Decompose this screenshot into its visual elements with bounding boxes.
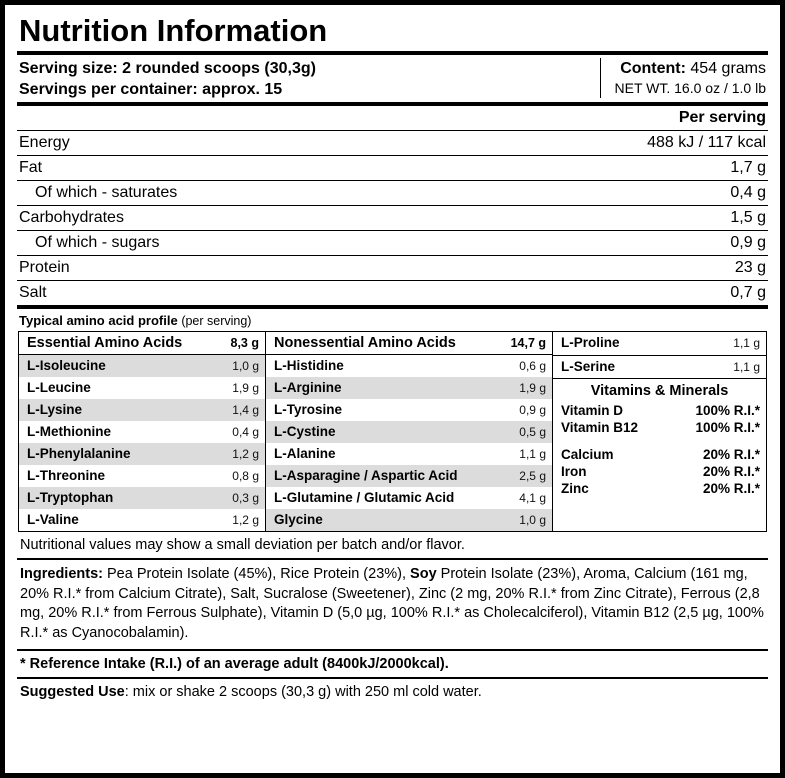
- suggested-use-line: [17, 679, 768, 705]
- mineral-value: 20% R.I.*: [702, 447, 760, 462]
- vitamins-group-spacer: [553, 436, 766, 446]
- amino-amount: 1,2 g: [232, 447, 259, 461]
- amino-name: L-Cystine: [274, 424, 336, 439]
- essential-amino-title: Essential Amino Acids: [27, 335, 183, 351]
- serving-right-block: [600, 58, 766, 98]
- amino-name: L-Valine: [27, 512, 79, 527]
- amino-name: L-Asparagine / Aspartic Acid: [274, 468, 458, 483]
- list-item: [266, 487, 552, 509]
- list-item: [19, 487, 265, 509]
- amino-amount: 1,9 g: [519, 381, 546, 395]
- list-item: [266, 355, 552, 377]
- amino-name: L-Tryptophan: [27, 490, 114, 505]
- list-item: [553, 356, 766, 379]
- mineral-value: 20% R.I.*: [702, 464, 760, 479]
- list-item: [266, 421, 552, 443]
- ingredients-paragraph: [17, 560, 768, 649]
- amino-amount: 1,1 g: [519, 447, 546, 461]
- amino-amount: 0,3 g: [232, 491, 259, 505]
- list-item: [553, 402, 766, 419]
- nonessential-amino-column: [266, 332, 553, 531]
- ingredients-bold-word: Soy: [410, 566, 437, 582]
- amino-name: L-Tyrosine: [274, 402, 343, 417]
- table-row: [17, 156, 768, 181]
- list-item: [266, 399, 552, 421]
- list-item: [19, 509, 265, 531]
- nonessential-amino-header: [266, 332, 552, 355]
- amino-name: Glycine: [274, 512, 323, 527]
- amino-amount: 1,4 g: [232, 403, 259, 417]
- amino-name: L-Threonine: [27, 468, 105, 483]
- nutrient-value: 1,7 g: [444, 156, 768, 181]
- amino-name: L-Leucine: [27, 380, 91, 395]
- amino-section-note: (per serving): [181, 314, 252, 328]
- ingredients-text-part2: Protein Isolate (23%), Aroma, Calcium (161 mg, 20% R.I.* from Calcium Citrate), Salt, Sucralose (Sweetener), Zinc (2 mg, 20% R.I.* from Zinc Citrate), Ferrous (2,8 mg, 20% R.I.* from Ferrous Sulphate), Vitamin D (5,0 µg, 100% R.I.* as Cholecalciferol), Vitamin B12 (2,5 µg, 100% R.I.* as Cyanocobalamin).: [20, 566, 764, 641]
- nutrient-header-row: [17, 106, 768, 131]
- list-item: [553, 446, 766, 463]
- nonessential-amino-title: Nonessential Amino Acids: [274, 335, 456, 351]
- list-item: [19, 443, 265, 465]
- nutrient-value: 0,4 g: [444, 181, 768, 206]
- list-item: [266, 465, 552, 487]
- amino-amount: 2,5 g: [519, 469, 546, 483]
- list-item: [19, 355, 265, 377]
- nutrient-name: Fat: [17, 156, 444, 181]
- list-item: [19, 399, 265, 421]
- deviation-note: Nutritional values may show a small deviation per batch and/or flavor.: [20, 537, 465, 553]
- serving-size: Serving size: 2 rounded scoops (30,3g): [19, 60, 316, 77]
- amino-amount: 0,8 g: [232, 469, 259, 483]
- amino-name: L-Isoleucine: [27, 358, 106, 373]
- amino-section-title: Typical amino acid profile: [19, 313, 178, 328]
- list-item: [553, 480, 766, 497]
- nutrient-table: [17, 106, 768, 305]
- nutrient-value: 488 kJ / 117 kcal: [444, 131, 768, 156]
- nutrient-name: Protein: [17, 256, 444, 281]
- reference-intake-note: * Reference Intake (R.I.) of an average adult (8400kJ/2000kcal).: [20, 656, 449, 672]
- ingredients-label: Ingredients:: [20, 566, 103, 582]
- amino-name: L-Lysine: [27, 402, 83, 417]
- vitamins-minerals-column: [553, 332, 766, 531]
- nutrient-value: 0,9 g: [444, 231, 768, 256]
- amino-name: L-Histidine: [274, 358, 344, 373]
- amino-section-label: [17, 309, 768, 331]
- nutrient-value: 1,5 g: [444, 206, 768, 231]
- amino-amount: 1,0 g: [519, 513, 546, 527]
- list-item: [266, 443, 552, 465]
- vitamin-value: 100% R.I.*: [695, 420, 760, 435]
- essential-amino-total: 8,3 g: [230, 336, 259, 350]
- list-item: [553, 332, 766, 356]
- amino-name: L-Serine: [561, 359, 616, 374]
- page-title: Nutrition Information: [19, 13, 328, 48]
- nutrient-name: Carbohydrates: [17, 206, 444, 231]
- vitamin-name: Vitamin D: [561, 403, 624, 418]
- amino-name: L-Methionine: [27, 424, 111, 439]
- table-row: [17, 231, 768, 256]
- amino-name: L-Phenylalanine: [27, 446, 131, 461]
- nutrient-name: Energy: [17, 131, 444, 156]
- list-item: [553, 419, 766, 436]
- per-serving-header: Per serving: [678, 109, 766, 126]
- nutrient-value: 0,7 g: [444, 281, 768, 306]
- list-item: [553, 463, 766, 480]
- amino-amount: 0,9 g: [519, 403, 546, 417]
- amino-amount: 1,2 g: [232, 513, 259, 527]
- serving-header: [17, 55, 768, 102]
- amino-amount: 1,1 g: [733, 360, 760, 374]
- content-value: 454 grams: [690, 60, 766, 77]
- list-item: [19, 465, 265, 487]
- list-item: [266, 509, 552, 531]
- net-weight: NET WT. 16.0 oz / 1.0 lb: [614, 80, 766, 96]
- nutrient-name: Salt: [17, 281, 444, 306]
- servings-per-container: Servings per container: approx. 15: [19, 81, 283, 98]
- amino-amount: 0,4 g: [232, 425, 259, 439]
- nutrient-header-blank: [17, 106, 444, 131]
- suggested-use-label: Suggested Use: [20, 684, 125, 700]
- nutrient-name: Of which - sugars: [17, 231, 444, 256]
- vitamin-name: Vitamin B12: [561, 420, 639, 435]
- vitamins-minerals-header: Vitamins & Minerals: [590, 383, 729, 399]
- mineral-name: Calcium: [561, 447, 614, 462]
- amino-amount: 0,5 g: [519, 425, 546, 439]
- suggested-use-text: : mix or shake 2 scoops (30,3 g) with 250 ml cold water.: [124, 684, 482, 700]
- table-row: [17, 256, 768, 281]
- amino-amount: 4,1 g: [519, 491, 546, 505]
- table-row: [17, 206, 768, 231]
- mineral-name: Iron: [561, 464, 587, 479]
- nutrient-name: Of which - saturates: [17, 181, 444, 206]
- content-line: [615, 58, 766, 79]
- essential-amino-column: [19, 332, 266, 531]
- amino-name: L-Arginine: [274, 380, 342, 395]
- list-item: [266, 377, 552, 399]
- amino-amount: 1,1 g: [733, 336, 760, 350]
- amino-amount: 1,0 g: [232, 359, 259, 373]
- table-row: [17, 131, 768, 156]
- amino-name: L-Alanine: [274, 446, 336, 461]
- table-row: [17, 281, 768, 306]
- ingredients-text-part1: Pea Protein Isolate (45%), Rice Protein (23%),: [102, 566, 411, 582]
- list-item: [19, 421, 265, 443]
- mineral-name: Zinc: [561, 481, 589, 496]
- essential-amino-header: [19, 332, 265, 355]
- mineral-value: 20% R.I.*: [702, 481, 760, 496]
- amino-name: L-Proline: [561, 335, 620, 350]
- list-item: [19, 377, 265, 399]
- serving-left-block: [19, 58, 316, 100]
- amino-table: [18, 331, 767, 532]
- nutrient-value: 23 g: [444, 256, 768, 281]
- vitamin-value: 100% R.I.*: [695, 403, 760, 418]
- amino-amount: 1,9 g: [232, 381, 259, 395]
- amino-amount: 0,6 g: [519, 359, 546, 373]
- content-label: Content:: [620, 60, 686, 77]
- table-row: [17, 181, 768, 206]
- nonessential-amino-total: 14,7 g: [510, 336, 546, 350]
- amino-name: L-Glutamine / Glutamic Acid: [274, 490, 455, 505]
